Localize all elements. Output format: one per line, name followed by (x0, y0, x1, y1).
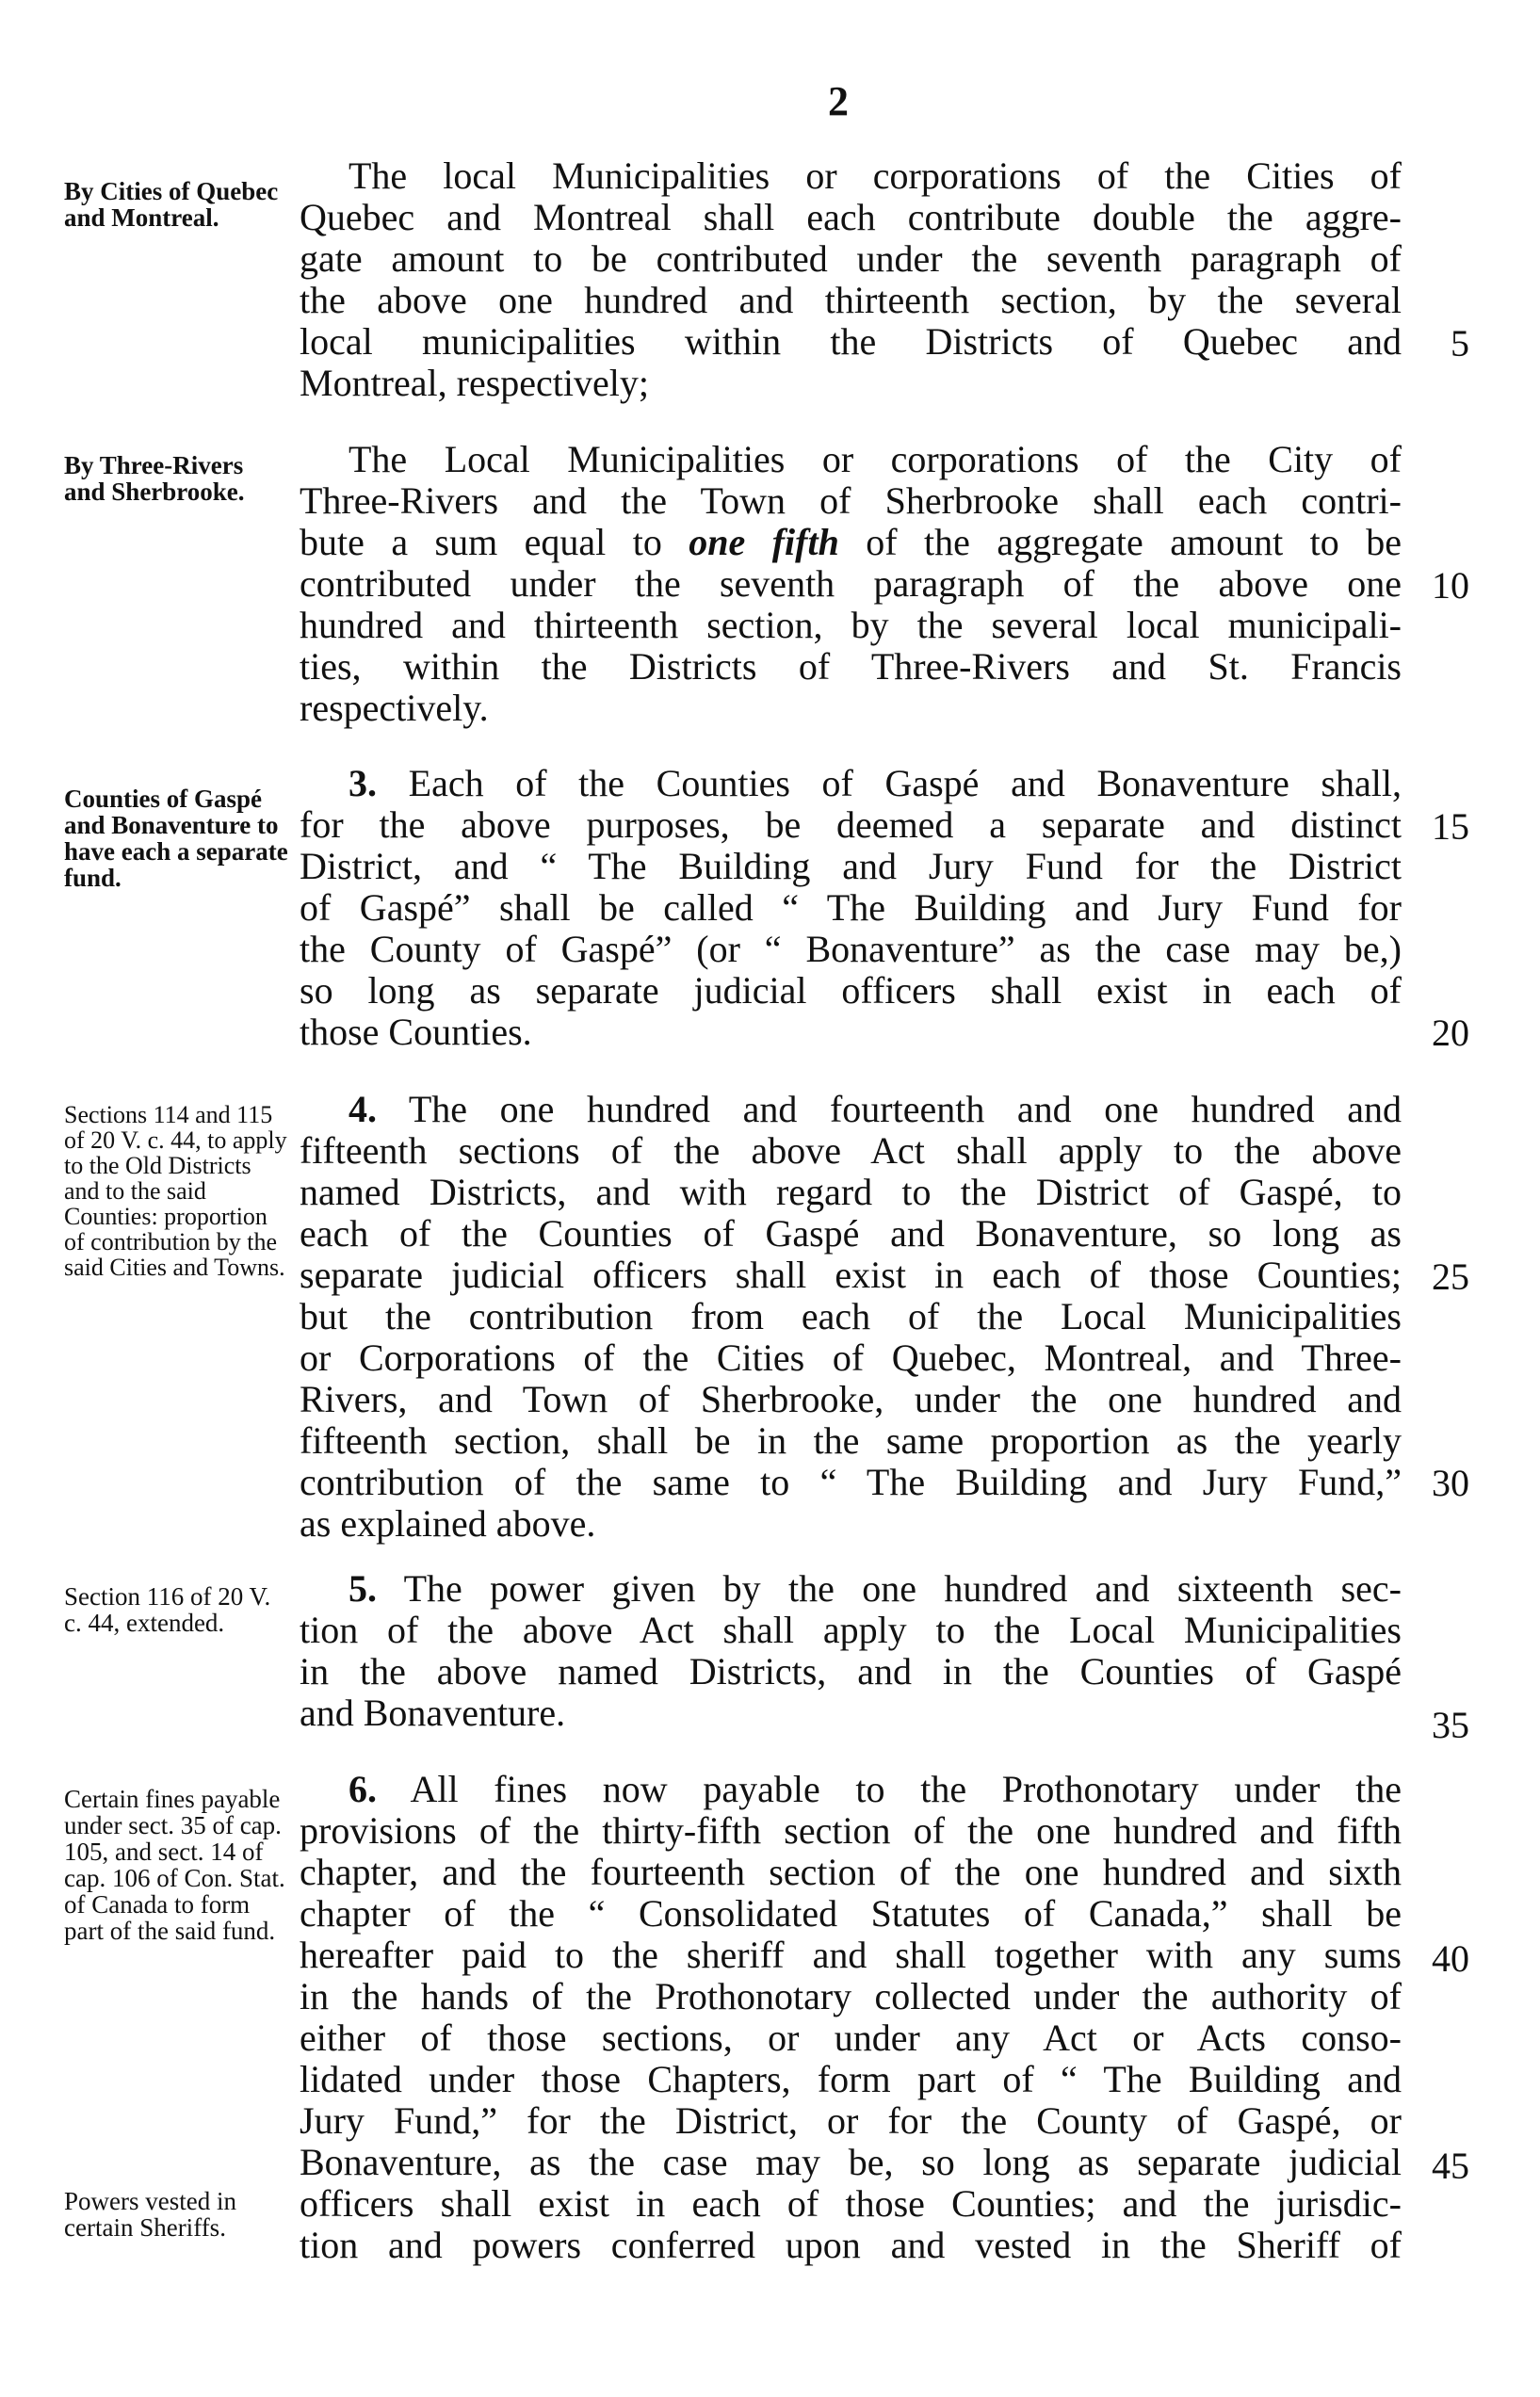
section-body (300, 763, 1402, 1053)
line-number: 40 (1432, 1937, 1469, 1980)
text-line: ties, within the Districts of Three-Rivers and St. Francis (300, 645, 1402, 688)
text-line: The local Municipalities or corporations of the Cities of (349, 154, 1402, 197)
margin-note-powers: Powers vested in certain Sheriffs. (64, 2187, 236, 2242)
section-number: 4. (349, 1088, 377, 1130)
text-line: hundred and thirteenth section, by the several local municipali- (300, 604, 1402, 646)
text-line: tion of the above Act shall apply to the Local Municipalities (300, 1609, 1402, 1651)
text-line: contribution of the same to “ The Building and Jury Fund,” (300, 1461, 1402, 1503)
text-line: chapter, and the fourteenth section of the one hundred and sixth (300, 1851, 1402, 1893)
line-number: 25 (1432, 1255, 1469, 1298)
text-line: The one hundred and fourteenth and one hundred and (408, 1088, 1402, 1130)
text-line: named Districts, and with regard to the District of Gaspé, to (300, 1171, 1402, 1213)
text-line: officers shall exist in each of those Counties; and the jurisdic- (300, 2182, 1402, 2225)
text-line: The power given by the one hundred and sixteenth sec- (403, 1567, 1402, 1610)
text-line: Montreal, respectively; (300, 362, 649, 404)
page-number: 2 (828, 78, 849, 124)
text-line: of Gaspé” shall be called “ The Building and Jury Fund for (300, 886, 1402, 929)
margin-note: By Cities of Quebec and Montreal. (64, 177, 279, 232)
margin-note: Sections 114 and 115 of 20 V. c. 44, to apply to the Old Districts and to the said Counties: proportion of contribution by the said Cities and Towns. (64, 1101, 287, 1281)
line-number: 5 (1451, 322, 1469, 364)
margin-note: By Three-Rivers and Sherbrooke. (64, 451, 245, 506)
section-body (300, 1089, 1402, 1545)
section-body (300, 1568, 1402, 1734)
line-number: 20 (1432, 1012, 1469, 1054)
text-line: respectively. (300, 687, 489, 729)
text-line: fifteenth sections of the above Act shall apply to the above (300, 1129, 1402, 1172)
text-line: tion and powers conferred upon and vested in the Sheriff of (300, 2224, 1402, 2266)
margin-note: Section 116 of 20 V. c. 44, extended. (64, 1582, 271, 1637)
text-line: in the above named Districts, and in the Counties of Gaspé (300, 1650, 1402, 1692)
text-line: but the contribution from each of the Local Municipalities (300, 1295, 1402, 1337)
text-line: provisions of the thirty-fifth section of the one hundred and fifth (300, 1809, 1402, 1852)
text-line: contributed under the seventh paragraph of the above one (300, 562, 1402, 605)
text-line: Jury Fund,” for the District, or for the County of Gaspé, or (300, 2099, 1402, 2142)
text-line (300, 763, 1402, 804)
text-line: Quebec and Montreal shall each contribute double the aggre- (300, 196, 1402, 238)
text-line: hereafter paid to the sheriff and shall together with any sums (300, 1934, 1402, 1976)
section-body (300, 439, 1402, 729)
text-line (300, 1089, 1402, 1130)
text-line: either of those sections, or under any Act or Acts conso- (300, 2016, 1402, 2059)
text-line: those Counties. (300, 1011, 532, 1053)
line-number: 10 (1432, 564, 1469, 607)
text-line: chapter of the “ Consolidated Statutes of Canada,” shall be (300, 1892, 1402, 1935)
section-number: 6. (349, 1768, 377, 1810)
section-body (300, 1769, 1402, 2266)
text-line: and Bonaventure. (300, 1692, 566, 1734)
text-line: as explained above. (300, 1502, 596, 1545)
text-line: Each of the Counties of Gaspé and Bonaventure shall, (408, 762, 1402, 804)
text-line: local municipalities within the Districts of Quebec and (300, 320, 1402, 363)
text-line: the above one hundred and thirteenth section, by the several (300, 279, 1402, 321)
section-body (300, 155, 1402, 404)
text-line: fifteenth section, shall be in the same proportion as the yearly (300, 1419, 1402, 1462)
text-line: Rivers, and Town of Sherbrooke, under the one hundred and (300, 1378, 1402, 1420)
text-line: bute a sum equal to one fifth of the aggregate amount to be (300, 521, 1402, 563)
text-line: The Local Municipalities or corporations of the City of (349, 438, 1402, 480)
text-line: in the hands of the Prothonotary collected under the authority of (300, 1975, 1402, 2017)
line-number: 30 (1432, 1462, 1469, 1504)
text-line: so long as separate judicial officers shall exist in each of (300, 969, 1402, 1012)
text-line: lidated under those Chapters, form part of “ The Building and (300, 2058, 1402, 2100)
line-number: 45 (1432, 2145, 1469, 2187)
text-line: Three-Rivers and the Town of Sherbrooke shall each contri- (300, 479, 1402, 522)
text-line: All fines now payable to the Prothonotary under the (410, 1768, 1402, 1810)
text-line: Bonaventure, as the case may be, so long as separate judicial (300, 2141, 1402, 2183)
text-line: or Corporations of the Cities of Quebec, Montreal, and Three- (300, 1336, 1402, 1379)
section-number: 3. (349, 762, 377, 804)
section-number: 5. (349, 1567, 377, 1610)
text-line: separate judicial officers shall exist in each of those Counties; (300, 1254, 1402, 1296)
text-line: District, and “ The Building and Jury Fund for the District (300, 845, 1402, 887)
text-line (300, 1568, 1402, 1610)
text-line: the County of Gaspé” (or “ Bonaventure” as the case may be,) (300, 928, 1402, 970)
margin-note: Certain fines payable under sect. 35 of cap. 105, and sect. 14 of cap. 106 of Con. Stat. of Canada to form part of the said fund. (64, 1785, 285, 1945)
text-line (300, 1769, 1402, 1810)
text-line: for the above purposes, be deemed a separate and distinct (300, 803, 1402, 846)
text-line: each of the Counties of Gaspé and Bonaventure, so long as (300, 1212, 1402, 1255)
line-number: 35 (1432, 1704, 1469, 1746)
margin-note: Counties of Gaspé and Bonaventure to have each a separate fund. (64, 785, 288, 892)
line-number: 15 (1432, 805, 1469, 848)
emphasis-text: one fifth (689, 521, 839, 563)
text-line: gate amount to be contributed under the seventh paragraph of (300, 237, 1402, 280)
